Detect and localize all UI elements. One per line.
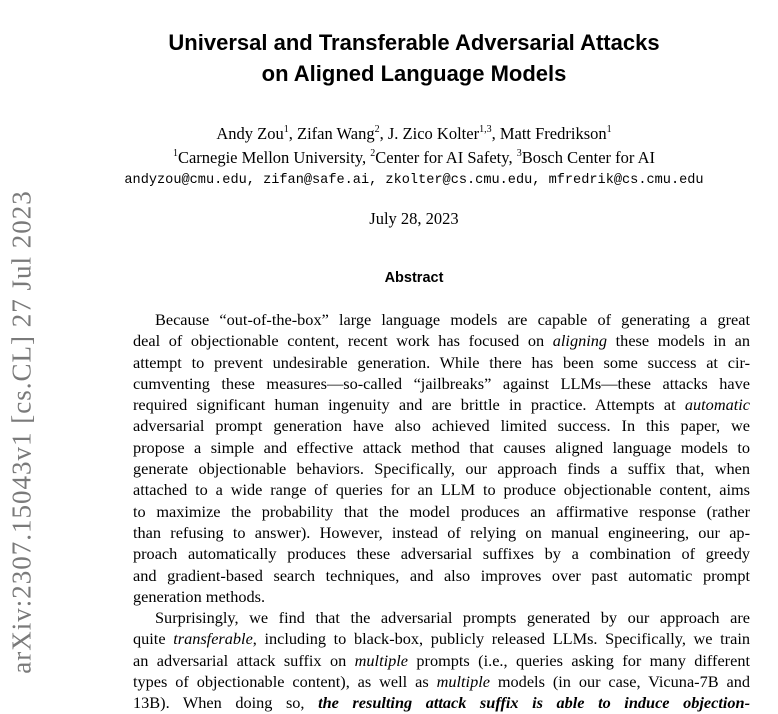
affiliation-name: Carnegie Mellon University: [177, 148, 362, 167]
text-line: generate objectionable behaviors. Specifically, our approach finds a suffix that, when: [133, 459, 750, 479]
text-line: an adversarial attack suffix on multiple prompts (i.e., queries asking for many different: [133, 650, 750, 670]
text-line: Because “out-of-the-box” large language models are capable of generating a great: [155, 310, 750, 329]
text-line: cumventing these measures—so-called “jailbreaks” against LLMs—these attacks have: [133, 373, 750, 393]
text-line: 13B). When doing so, the resulting attack suffix is able to induce objection-: [133, 693, 750, 713]
emphasis: transferable: [173, 629, 253, 649]
title-line-2: on Aligned Language Models: [261, 61, 567, 86]
arxiv-sidebar: [0, 0, 46, 699]
text-line: Surprisingly, we find that the adversarial prompts generated by our approach are: [155, 608, 750, 628]
text-line: attached to a wide range of queries for an LLM to produce objectionable content, aims: [133, 480, 750, 500]
abstract-heading: Abstract: [384, 270, 444, 286]
author-block: [50, 122, 778, 170]
paper-date: July 28, 2023: [369, 209, 459, 228]
emphasis: multiple: [354, 650, 408, 670]
author-affiliation-mark: 1,3: [479, 124, 492, 135]
author-affiliation-mark: 1: [606, 124, 612, 135]
affiliation-name: Bosch Center for AI: [521, 148, 656, 167]
author-name: Zifan Wang: [297, 124, 375, 143]
affiliation-name: Center for AI Safety: [375, 148, 509, 167]
affiliation-mark: 1: [172, 148, 178, 159]
author-list: Andy Zou$^1$, Zifan Wang$^2$, J. Zico Kolter$^{1,3}$, Matt Fredrikson$^1$: [216, 124, 612, 143]
affiliation-list: $^1$Carnegie Mellon University, $^2$Center for AI Safety, $^3$Bosch Center for AI: [172, 148, 656, 167]
author-affiliation-mark: 1: [283, 124, 289, 135]
paper-title: [50, 27, 778, 89]
author-name: Andy Zou: [216, 124, 284, 143]
text-line: attempt to prevent undesirable generation. While there has been some success at cir-: [133, 352, 750, 372]
emphasis: aligning: [552, 331, 608, 351]
text-line: propose a simple and effective attack method that causes aligned language models to: [133, 437, 750, 457]
text-line: generation methods.: [133, 586, 266, 606]
text-line: required significant human ingenuity and are brittle in practice. Attempts at automatic: [133, 395, 750, 415]
author-name: Matt Fredrikson: [499, 124, 607, 143]
title-line-1: Universal and Transferable Adversarial Attacks: [168, 30, 660, 55]
text-line: adversarial prompt generation have also achieved limited success. In this paper, we: [133, 416, 750, 436]
affiliation-mark: 3: [516, 148, 522, 159]
emphasis: multiple: [436, 672, 490, 692]
arxiv-identifier-stamp: arXiv:2307.15043v1 [cs.CL] 27 Jul 2023: [6, 190, 37, 674]
author-name: J. Zico Kolter: [387, 124, 480, 143]
text-line: deal of objectionable content, recent work has focused on aligning these models in an: [133, 331, 751, 351]
text-line: than refusing to answer). However, instead of relying on manual engineering, our ap-: [133, 522, 750, 542]
abstract-paragraph-1: [133, 309, 750, 607]
emphasis: automatic: [684, 395, 750, 415]
text-line: quite transferable, including to black-box, publicly released LLMs. Specifically, we train: [133, 629, 750, 649]
text-line: types of objectionable content), as well as multiple models (in our case, Vicuna-7B and: [133, 672, 751, 692]
text-line: and gradient-based search techniques, and also improves over past automatic prompt: [133, 565, 750, 585]
affiliation-mark: 2: [370, 148, 376, 159]
text-line: proach automatically produces these adversarial suffixes by a combination of greedy: [133, 544, 750, 564]
abstract-paragraph-2: [133, 607, 750, 713]
bold-emphasis: the resulting attack suffix is able to induce objection-: [318, 693, 750, 713]
text-line: to maximize the probability that the model produces an affirmative response (rather: [133, 501, 750, 521]
abstract-body: [133, 309, 750, 714]
author-emails: andyzou@cmu.edu, zifan@safe.ai, zkolter@cs.cmu.edu, mfredrik@cs.cmu.edu: [124, 173, 704, 188]
author-affiliation-mark: 2: [374, 124, 380, 135]
